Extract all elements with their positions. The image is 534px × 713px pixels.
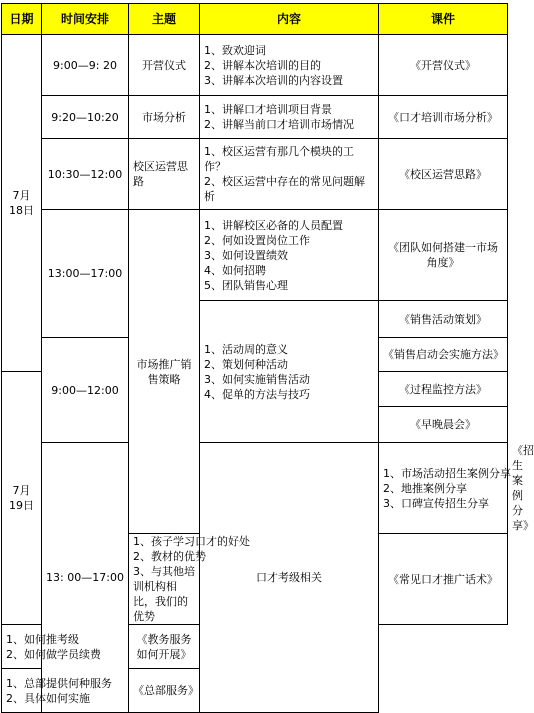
table-row: [2, 210, 508, 301]
time-cell: 9:00—12:00: [42, 338, 129, 443]
content-line: 2、如何做学员续费: [6, 647, 101, 661]
content-line: 5、团队销售心理: [204, 278, 288, 292]
content-line: 3、如何设置绩效: [204, 248, 288, 262]
content-line: 1、孩子学习口才的好处: [133, 535, 250, 548]
content-line: 1、校区运营有那几个模块的工作？: [204, 145, 354, 173]
header-row: [2, 4, 508, 35]
courseware-cell: [379, 210, 508, 301]
time-cell: 13:00—17:00: [42, 210, 129, 338]
content-cell: [129, 534, 250, 625]
courseware-cell: [379, 338, 508, 372]
topic-cell: [129, 210, 200, 534]
table-row: [2, 96, 508, 139]
content-line: 2、讲解当前口才培训市场情况: [204, 118, 354, 131]
courseware-text: 《团队如何搭建一市场角度》: [388, 241, 498, 269]
time-cell: 9:20—10:20: [42, 96, 129, 139]
courseware-cell: 《教务服务如何开展》: [129, 625, 200, 669]
courseware-cell: 《早晚晨会》: [379, 407, 508, 443]
courseware-cell: 《口才培训市场分析》: [379, 96, 508, 139]
date-day: 18日: [9, 204, 34, 217]
table-row: [2, 35, 508, 96]
date-cell-day1: [2, 35, 42, 372]
date-month: 7月: [12, 189, 31, 202]
topic-text: 校区运营思路: [133, 160, 188, 188]
content-line: 1、如何推考级: [6, 632, 79, 646]
time-cell: 10:30—12:00: [42, 139, 129, 210]
content-line: 2、校区运营中存在的常见问题解析: [204, 175, 365, 203]
content-cell: [2, 625, 101, 669]
content-line: 2、策划何种活动: [204, 357, 288, 371]
topic-cell: 市场分析: [129, 96, 200, 139]
date-cell-day2: [2, 372, 42, 625]
header-courseware: 课件: [379, 4, 508, 35]
courseware-text: 《销售启动会实施方法》: [383, 348, 504, 361]
content-line: 2、具体如何实施: [6, 691, 90, 705]
date-month: 7月: [12, 484, 31, 497]
content-line: 1、总部提供何种服务: [6, 676, 112, 690]
courseware-cell: 《过程监控方法》: [379, 372, 508, 407]
date-day: 19日: [9, 499, 34, 512]
time-cell: 9:00—9: 20: [42, 35, 129, 96]
content-cell: [200, 35, 379, 96]
content-line: 2、教材的优势: [133, 550, 206, 563]
header-date: 日期: [2, 4, 42, 35]
content-line: 4、促单的方法与技巧: [204, 387, 310, 401]
topic-cell: [129, 139, 200, 210]
content-line: 3、如何实施销售活动: [204, 372, 310, 386]
table-row: [2, 139, 508, 210]
courseware-cell: 《校区运营思路》: [379, 139, 508, 210]
courseware-cell: 《销售活动策划》: [379, 301, 508, 338]
time-cell: 13: 00—17:00: [42, 443, 129, 713]
courseware-cell: 《总部服务》: [129, 669, 200, 713]
courseware-cell: 《常见口才推广话术》: [379, 534, 508, 625]
content-cell: [200, 139, 379, 210]
content-cell: [200, 96, 379, 139]
content-line: 1、讲解校区必备的人员配置: [204, 218, 343, 232]
header-content: 内容: [200, 4, 379, 35]
courseware-cell: 《开营仪式》: [379, 35, 508, 96]
topic-text: 口才考级相关: [256, 571, 322, 584]
topic-text: 市场推广销售策略: [136, 357, 192, 386]
content-line: 2、地推案例分享: [383, 481, 467, 495]
content-cell: [2, 669, 112, 713]
content-line: 3、口碑宣传招生分享: [383, 496, 489, 510]
topic-cell: [200, 443, 379, 713]
content-line: 3、与其他培训机构相比，我们的优势: [133, 565, 195, 623]
content-line: 2、讲解本次培训的目的: [204, 58, 321, 72]
content-cell: [379, 443, 511, 534]
content-line: 2、何如设置岗位工作: [204, 233, 310, 247]
content-line: 1、致欢迎词: [204, 43, 266, 57]
content-line: 4、如何招聘: [204, 263, 266, 277]
header-time: 时间安排: [42, 4, 129, 35]
content-cell: [200, 301, 379, 443]
content-line: 1、活动周的意义: [204, 342, 288, 356]
content-line: 3、讲解本次培训的内容设置: [204, 73, 343, 87]
topic-cell: 开营仪式: [129, 35, 200, 96]
schedule-table: [1, 3, 534, 713]
header-topic: 主题: [129, 4, 200, 35]
table-row: 13: 00—17:00 口才考级相关 1、市场活动招生案例分享 2、地推案例分享 3、口碑宣传招生分享 《招生案例分享》: [2, 443, 508, 534]
content-cell: [200, 210, 379, 301]
content-line: 1、讲解口才培训项目背景: [204, 103, 332, 116]
content-line: 1、市场活动招生案例分享: [383, 466, 511, 480]
